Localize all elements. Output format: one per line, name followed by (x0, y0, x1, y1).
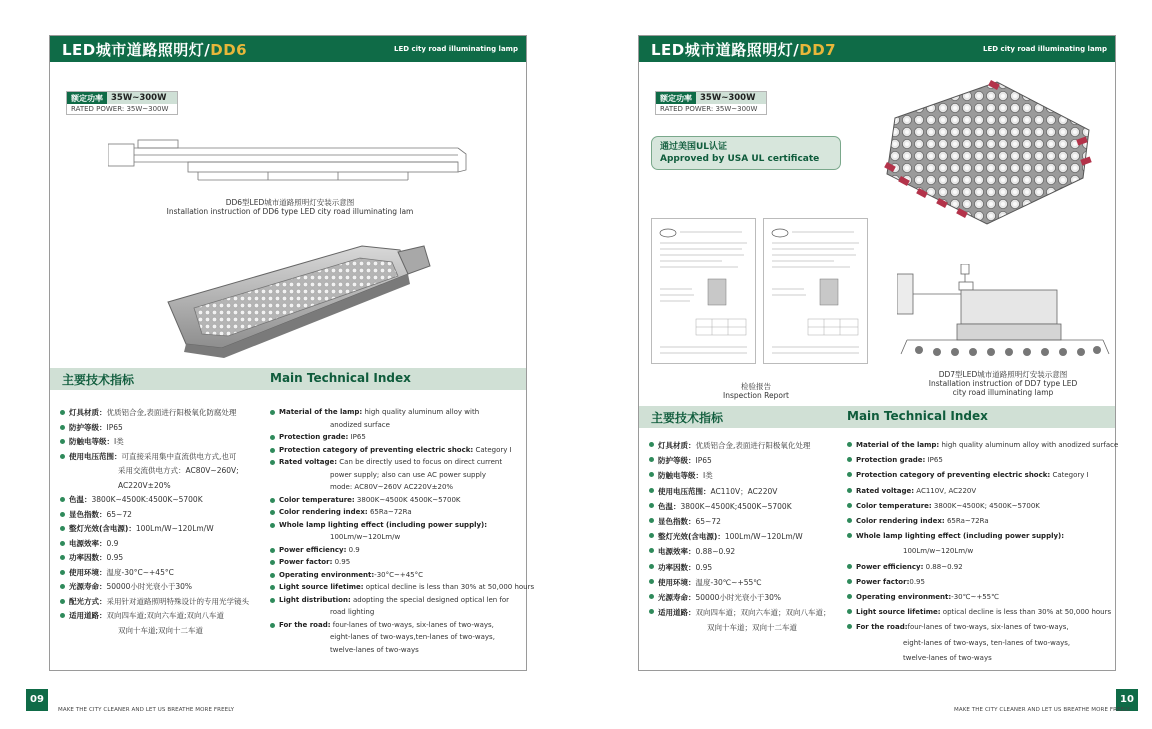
spec-item (649, 560, 831, 575)
spec-item (270, 444, 534, 457)
bullet-icon (270, 435, 275, 440)
bullet-icon (649, 442, 654, 447)
spec-continuation: mode: AC80V~260V AC220V±20% (330, 483, 454, 491)
spec-item (60, 435, 249, 450)
spec-item (847, 438, 1118, 453)
spec-continuation: 100Lm/w~120Lm/w (330, 533, 401, 541)
spec-item (847, 529, 1118, 544)
section-bar (639, 406, 1115, 428)
section-bar (50, 368, 526, 390)
diagram-caption (903, 370, 1103, 397)
spec-value: high quality aluminum alloy with (362, 408, 480, 416)
spec-item (60, 450, 249, 465)
spec-continuation: 双向十车道；双向十二车道 (707, 623, 797, 633)
spec-item (60, 566, 249, 581)
spec-key: 电源效率： (658, 547, 696, 557)
spec-value: 3800K~4500K; 4500K~5700K (931, 501, 1040, 510)
spec-value: -30°C~+45°C (374, 570, 424, 579)
spec-value: AC110V, AC220V (914, 486, 977, 495)
spec-key: 显色指数： (69, 509, 107, 519)
spec-item (60, 406, 249, 421)
spec-key: Color rendering index: (856, 517, 945, 526)
bullet-icon (270, 585, 275, 590)
diagram-caption-en: Installation instruction of DD6 type LED city road illuminating lam (166, 207, 414, 216)
spec-value: IP65 (695, 456, 712, 466)
spec-value: 3800K~4500K;4500K~5700K (680, 501, 792, 511)
spec-key: 色温： (69, 495, 92, 504)
spec-key: 使用电压范围： (658, 486, 711, 496)
spec-item (60, 609, 249, 624)
spec-value: 优质铝合金,表面进行阳极氧化防腐处理 (106, 408, 237, 417)
spec-item (270, 594, 534, 607)
spec-key: 配光方式： (69, 596, 107, 606)
spec-value: 50000小时光衰小于30% (695, 593, 782, 603)
spec-item (649, 529, 831, 544)
model-name: DD7 (799, 41, 837, 59)
bullet-icon (60, 512, 65, 517)
bullet-icon (60, 555, 65, 560)
spec-list-cn (649, 438, 831, 636)
spec-key: For the road: (856, 623, 908, 632)
spec-item (60, 493, 249, 508)
spec-value: 50000小时光衰小于30% (106, 582, 193, 591)
spec-item (649, 544, 831, 559)
spec-key: 电源效率： (69, 538, 107, 548)
spec-item (649, 590, 831, 605)
spec-item (270, 519, 534, 532)
bullet-icon (270, 448, 275, 453)
spec-key: 防护等级： (69, 422, 107, 432)
spec-item (847, 605, 1118, 620)
spec-value: 0.95 (106, 553, 124, 562)
bullet-icon (847, 518, 852, 523)
title-bar (639, 36, 1115, 62)
spec-item (649, 468, 831, 483)
spec-key: 光源寿命： (658, 593, 696, 603)
bullet-icon (270, 560, 275, 565)
spec-key: Color rendering index: (279, 508, 368, 516)
bullet-icon (60, 454, 65, 459)
spec-value: I类 (703, 471, 713, 481)
diagram-caption-cn: DD6型LED城市道路照明灯安装示意图 (225, 198, 355, 207)
spec-key: 显色指数： (658, 517, 696, 527)
title-bar (50, 36, 526, 62)
spec-list-cn (60, 406, 249, 638)
bullet-icon (847, 503, 852, 508)
spec-item (60, 522, 249, 537)
spec-value: 100Lm/W~120Lm/W (135, 524, 214, 533)
dd6-lamp-photo (162, 232, 434, 362)
spec-item (60, 421, 249, 436)
bullet-icon (649, 533, 654, 538)
bullet-icon (60, 541, 65, 546)
spec-key: 适用道路： (658, 608, 696, 618)
spec-item (649, 575, 831, 590)
bullet-icon (649, 609, 654, 614)
spec-item (270, 544, 534, 557)
spec-continuation: anodized surface (330, 420, 390, 429)
bullet-icon (649, 548, 654, 553)
spec-value: Category I (1050, 471, 1089, 480)
section-title-en: Main Technical Index (270, 371, 411, 385)
spec-key: Rated voltage: (279, 458, 338, 466)
spec-key: Power factor: (279, 558, 333, 566)
rated-power-box (655, 91, 767, 115)
spec-value: four-lanes of two-ways, six-lanes of two-ways, (907, 623, 1069, 632)
spec-item (60, 595, 249, 610)
spec-key: 防护等级： (658, 456, 696, 466)
footer-slogan: MAKE THE CITY CLEANER AND LET US BREATHE MORE FREELY (58, 707, 235, 713)
spec-key: 功率因数： (69, 553, 107, 562)
spec-value: 0.95 (909, 577, 925, 586)
bullet-icon (847, 564, 852, 569)
spec-value: 温度-30°C~+45°C (106, 567, 174, 577)
bullet-icon (270, 573, 275, 578)
spec-key: Protection grade: (279, 433, 349, 441)
spec-key: Light distribution: (279, 595, 351, 604)
spec-value: IP65 (348, 433, 366, 441)
title-english: LED city road illuminating lamp (982, 45, 1107, 53)
spec-item (847, 620, 1118, 635)
spec-item (847, 590, 1118, 605)
spec-value: 采用针对道路照明特殊设计的专用光学镜头 (106, 596, 249, 606)
page-right (576, 0, 1152, 729)
spec-item (847, 468, 1118, 483)
bullet-icon (847, 472, 852, 477)
spec-item (270, 431, 534, 444)
spec-continuation: eight-lanes of two-ways,ten-lanes of two-ways, (330, 633, 495, 641)
bullet-icon (847, 533, 852, 538)
spec-continuation: 采用交流供电方式：AC80V~260V; (118, 466, 239, 475)
bullet-icon (847, 488, 852, 493)
bullet-icon (649, 564, 654, 569)
spec-item (649, 499, 831, 514)
spec-key: Protection category of preventing electric shock: (279, 445, 474, 454)
spec-continuation: twelve-lanes of two-ways (330, 645, 419, 654)
rated-power-english: RATED POWER: 35W~300W (660, 105, 758, 113)
spec-item (649, 605, 831, 620)
spec-value: 65~72 (106, 509, 132, 519)
diagram-caption-cn: DD7型LED城市道路照明灯安装示意图 (938, 370, 1068, 379)
spec-item (847, 514, 1118, 529)
bullet-icon (649, 457, 654, 462)
spec-key: Whole lamp lighting effect (including power supply): (279, 520, 488, 529)
spec-item (270, 456, 534, 469)
bullet-icon (60, 599, 65, 604)
spec-value: 3800K~4500K:4500K~5700K (91, 495, 203, 504)
spec-value: 0.88~0.92 (695, 547, 736, 557)
spec-value: optical decline is less than 30% at 50,000 hours (363, 583, 535, 591)
page-title: LED城市道路照明灯/DD7 (651, 41, 837, 59)
section-title-cn: 主要技术指标 (651, 411, 724, 425)
bullet-icon (60, 425, 65, 430)
spec-key: Protection grade: (856, 456, 926, 465)
spec-value: high quality aluminum alloy with anodized surface (939, 441, 1119, 449)
bullet-icon (847, 594, 852, 599)
spec-key: Light source lifetime: (279, 583, 364, 591)
content-frame (638, 35, 1119, 671)
spec-item (60, 580, 249, 595)
bullet-icon (60, 584, 65, 589)
spec-continuation: eight-lanes of two-ways, ten-lanes of two-ways, (903, 638, 1071, 647)
spec-value: 0.95 (695, 562, 713, 572)
bullet-icon (847, 442, 852, 447)
spec-key: Protection category of preventing electric shock: (856, 471, 1051, 480)
bullet-icon (847, 579, 852, 584)
spec-key: 适用道路： (69, 611, 107, 620)
spec-value: 65Ra~72Ra (944, 517, 989, 526)
spec-item (270, 581, 534, 594)
dd7-lamp-photo (877, 78, 1107, 228)
rated-power-english: RATED POWER: 35W~300W (71, 105, 169, 113)
spec-key: 使用电压范围： (69, 451, 122, 461)
spec-key: Power efficiency: (856, 562, 924, 571)
spec-key: Material of the lamp: (856, 441, 940, 449)
spec-key: 光源寿命： (69, 582, 107, 591)
spec-item (60, 551, 249, 566)
bullet-icon (60, 526, 65, 531)
bullet-icon (60, 410, 65, 415)
spec-key: Light source lifetime: (856, 608, 941, 617)
report-page-icon (652, 219, 755, 363)
bullet-icon (649, 472, 654, 477)
rated-power-label: 额定功率 (67, 92, 107, 104)
spec-key: Operating environment: (856, 593, 952, 602)
title-english: LED city road illuminating lamp (393, 45, 518, 53)
spec-item (270, 506, 534, 519)
spec-key: 整灯光效(含电源)： (658, 532, 725, 542)
installation-diagram (897, 264, 1111, 366)
spec-item (649, 453, 831, 468)
bullet-icon (649, 579, 654, 584)
bullet-icon (60, 613, 65, 618)
spec-value: 可直接采用集中直流供电方式,也可 (121, 451, 237, 461)
spec-item (847, 560, 1118, 575)
bullet-icon (60, 439, 65, 444)
rated-power-label: 额定功率 (656, 92, 696, 104)
bullet-icon (270, 548, 275, 553)
spec-item (649, 514, 831, 529)
spec-value: four-lanes of two-ways, six-lanes of two-ways, (330, 620, 494, 629)
bullet-icon (270, 523, 275, 528)
spec-key: Color temperature: (279, 495, 355, 504)
spec-value: 0.95 (332, 558, 351, 566)
inspection-report-1 (651, 218, 756, 364)
rated-power-value: 35W~300W (107, 92, 177, 104)
spec-value: 0.9 (106, 538, 119, 548)
spec-value: 65~72 (695, 517, 721, 527)
spec-value: -30℃~+55℃ (951, 593, 999, 602)
diagram-caption-en2: city road illuminating lamp (952, 388, 1054, 397)
spec-item (270, 406, 534, 419)
spec-item (847, 575, 1118, 590)
spec-item (270, 556, 534, 569)
spec-value: optical decline is less than 30% at 50,000 hours (940, 608, 1112, 617)
spec-item (270, 494, 534, 507)
spec-value: IP65 (106, 422, 123, 432)
spec-value: AC110V；AC220V (710, 486, 778, 496)
spec-key: Rated voltage: (856, 486, 915, 495)
spec-value: Can be directly used to focus on direct current (337, 458, 503, 466)
spec-item (649, 438, 831, 453)
bullet-icon (649, 503, 654, 508)
spec-value: I类 (114, 437, 124, 446)
bullet-icon (60, 497, 65, 502)
spec-key: 色温： (658, 501, 681, 511)
bullet-icon (270, 460, 275, 465)
bullet-icon (847, 457, 852, 462)
spec-continuation: power supply; also can use AC power supply (330, 470, 487, 479)
spec-continuation: AC220V±20% (118, 480, 171, 490)
spec-value: 双向四车道；双向六车道；双向八车道； (695, 608, 831, 618)
section-title-en: Main Technical Index (847, 409, 988, 423)
spec-list-en (847, 438, 1118, 666)
bullet-icon (270, 598, 275, 603)
spec-value: 0.9 (346, 545, 360, 554)
bullet-icon (847, 624, 852, 629)
bullet-icon (847, 609, 852, 614)
ul-certificate-cn: 通过美国UL认证 (660, 142, 728, 152)
spec-key: 整灯光效(含电源)： (69, 524, 136, 533)
content-frame (49, 35, 535, 671)
spec-key: 灯具材质： (69, 408, 107, 417)
spec-value: 双向四车道;双向六车道;双向八车道 (106, 611, 225, 620)
spec-item (847, 499, 1118, 514)
spec-item (270, 619, 534, 632)
footer-slogan: MAKE THE CITY CLEANER AND LET US BREATHE MORE FREELY (954, 707, 1131, 713)
spec-key: Color temperature: (856, 501, 932, 510)
spec-item (649, 484, 831, 499)
spec-item (847, 453, 1118, 468)
spec-value: 65Ra~72Ra (367, 508, 412, 516)
spec-item (60, 537, 249, 552)
report-caption-en: Inspection Report (723, 391, 789, 400)
section-title-cn: 主要技术指标 (62, 373, 135, 387)
spec-value: adopting the special designed optical len for (350, 595, 510, 604)
spec-item (847, 484, 1118, 499)
bullet-icon (270, 498, 275, 503)
installation-diagram (108, 134, 468, 190)
spec-value: 3800K~4500K 4500K~5700K (354, 495, 461, 504)
bullet-icon (649, 594, 654, 599)
inspection-report-2 (763, 218, 868, 364)
spec-list-en (270, 406, 534, 656)
spec-key: For the road: (279, 620, 331, 629)
bullet-icon (649, 518, 654, 523)
spec-continuation: 100Lm/w~120Lm/w (903, 547, 974, 556)
spec-key: Operating environment: (279, 570, 375, 579)
diagram-caption (150, 198, 430, 216)
page-title: LED城市道路照明灯/DD6 (62, 41, 248, 59)
spec-item (60, 508, 249, 523)
report-page-icon (764, 219, 867, 363)
page-number: 09 (26, 689, 48, 711)
model-name: DD6 (210, 41, 248, 59)
spec-value: 0.88~0.92 (923, 562, 963, 571)
diagram-caption-en1: Installation instruction of DD7 type LED (928, 379, 1078, 388)
spec-value: 温度-30℃~+55℃ (695, 577, 762, 587)
spec-continuation: 双向十车道;双向十二车道 (118, 625, 204, 635)
spec-key: 防触电等级： (69, 437, 114, 446)
spec-item (270, 569, 534, 582)
spec-value: 优质铝合金,表面进行阳极氧化处理 (695, 441, 811, 450)
spec-value: IP65 (925, 456, 943, 465)
spec-key: Power factor: (856, 577, 910, 586)
spec-key: Whole lamp lighting effect (including power supply): (856, 532, 1065, 541)
spec-key: Power efficiency: (279, 545, 347, 554)
ul-certificate-badge (651, 136, 841, 170)
spec-value: Category I (473, 445, 512, 454)
spec-continuation: twelve-lanes of two-ways (903, 653, 992, 662)
spec-key: 灯具材质： (658, 441, 696, 450)
rated-power-value: 35W~300W (696, 92, 766, 104)
bullet-icon (270, 410, 275, 415)
spec-key: Material of the lamp: (279, 408, 363, 416)
bullet-icon (270, 623, 275, 628)
spec-key: 功率因数： (658, 562, 696, 572)
report-caption (701, 382, 811, 400)
report-caption-cn: 检验报告 (741, 382, 771, 391)
bullet-icon (60, 570, 65, 575)
page-number: 10 (1116, 689, 1138, 711)
bullet-icon (270, 510, 275, 515)
spec-continuation: road lighting (330, 608, 375, 616)
spec-key: 防触电等级： (658, 471, 703, 481)
rated-power-box (66, 91, 178, 115)
spec-value: 100Lm/W~120Lm/W (724, 532, 803, 542)
spec-key: 使用环境： (658, 577, 696, 587)
ul-certificate-en: Approved by USA UL certificate (660, 154, 820, 164)
bullet-icon (649, 488, 654, 493)
spec-key: 使用环境： (69, 567, 107, 577)
